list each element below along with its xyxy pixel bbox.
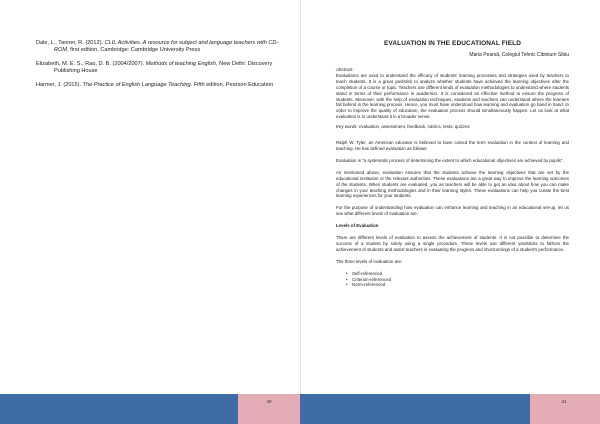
body-paragraph: Ralph W. Tyler, an American educator is believed to have coined the term evaluation in the context of learning and teaching. He has defined evaluation as follows: xyxy=(336,140,569,151)
body-paragraph: As mentioned above, evaluation ensures that the students achieve the learning objectives that are set by the educational institution or the relevant authorities. These evaluations are a great way to improve the learning outcomes of the students. When students are evaluated, you as teachers will be able to get an idea about how you can make changes in your teaching methodologies and in their learning styles. These evaluations can help you curate the best learning experiences for your students. xyxy=(336,169,569,199)
reference-entry xyxy=(36,82,286,89)
levels-list xyxy=(346,271,569,289)
reference-authors: Elizabeth, M. E. S., Rao, D. B. (2004/2007). xyxy=(36,61,146,67)
section-heading: Levels of Evaluation xyxy=(336,223,379,229)
list-item: • Norm-referenced xyxy=(346,282,569,288)
reference-publisher: , first edition, Cambridge: Cambridge University Press xyxy=(67,47,201,53)
article-author: Maria Pearsă, Colegiul Tehnic Cibinium Sibiu xyxy=(469,52,569,58)
keywords xyxy=(336,124,569,130)
reference-entry xyxy=(36,40,286,54)
article-title: EVALUATION IN THE EDUCATIONAL FIELD xyxy=(384,40,521,47)
reference-list xyxy=(36,40,286,96)
reference-publisher: , New Delhi: Discovery Publishing House xyxy=(54,61,273,74)
footer-band-right xyxy=(300,394,530,424)
reference-title: CLIL Activities. A resource for subject and language teachers with CD-ROM xyxy=(54,40,279,53)
body-paragraph: The three levels of evaluation are: xyxy=(336,258,403,264)
article xyxy=(336,40,569,288)
reference-entry xyxy=(36,61,286,75)
reference-authors: Dale, L., Tanner, R. (2012). xyxy=(36,40,105,46)
abstract-text: Evaluations are used to understand the efficacy of students' learning processes and strategies used by teachers to teach students. It is a great yardstick to analyze whether students have achieved the learning objectives after the completion of a course or topic. Teachers use different kinds of evaluation methodologies to understand where students stand in terms of their performance in academics. It is considered an effective method to ensure the progress of students. Moreover, with the help of evaluation techniques, students and teachers can understand where the learners fall behind in the learning process. Hence, you must have understood how learning and evaluation go hand in hand. In order to improve the quality of education, the evaluation process should simultaneously happen. Let us look at what evaluation is to understand it in a broader sense. xyxy=(336,72,569,120)
body-paragraph: There are different levels of evaluation to assess the achievement of students. It is not possible to determine the success of a student by solely using a single procedure. These levels use different yardsticks to fathom the achievement of students and assist teachers in evaluating the progress and shortcomings of a student's performance. xyxy=(336,235,569,252)
keywords-label: Key words: xyxy=(336,124,358,130)
list-item: • Criterion-referenced xyxy=(346,277,569,283)
keywords-list: evaluation, assessment, feedback, rubrics, tests, quizzes xyxy=(357,124,470,130)
abstract-label: Abstract: xyxy=(336,67,354,72)
list-item: • Self-referenced xyxy=(346,271,569,277)
reference-authors: Harmer, J. (2015). xyxy=(36,82,83,88)
body-paragraph: Evaluation is "a systematic process of determining the extent to which educational objectives are achieved by pupils". xyxy=(336,157,564,163)
reference-title: The Practice of English Language Teaching xyxy=(82,82,191,88)
page-number-right: 41 xyxy=(561,399,567,404)
reference-publisher: . Fifth edition. Pearson Education xyxy=(190,82,274,88)
page-number-left: 40 xyxy=(266,399,272,404)
reference-title: Methods of teaching English xyxy=(145,61,217,67)
footer-band-left xyxy=(0,394,238,424)
body-paragraph: For the purpose of understanding how evaluation can enhance learning and teaching in an educational set-up, let us see what different levels of evaluation are. xyxy=(336,205,569,217)
